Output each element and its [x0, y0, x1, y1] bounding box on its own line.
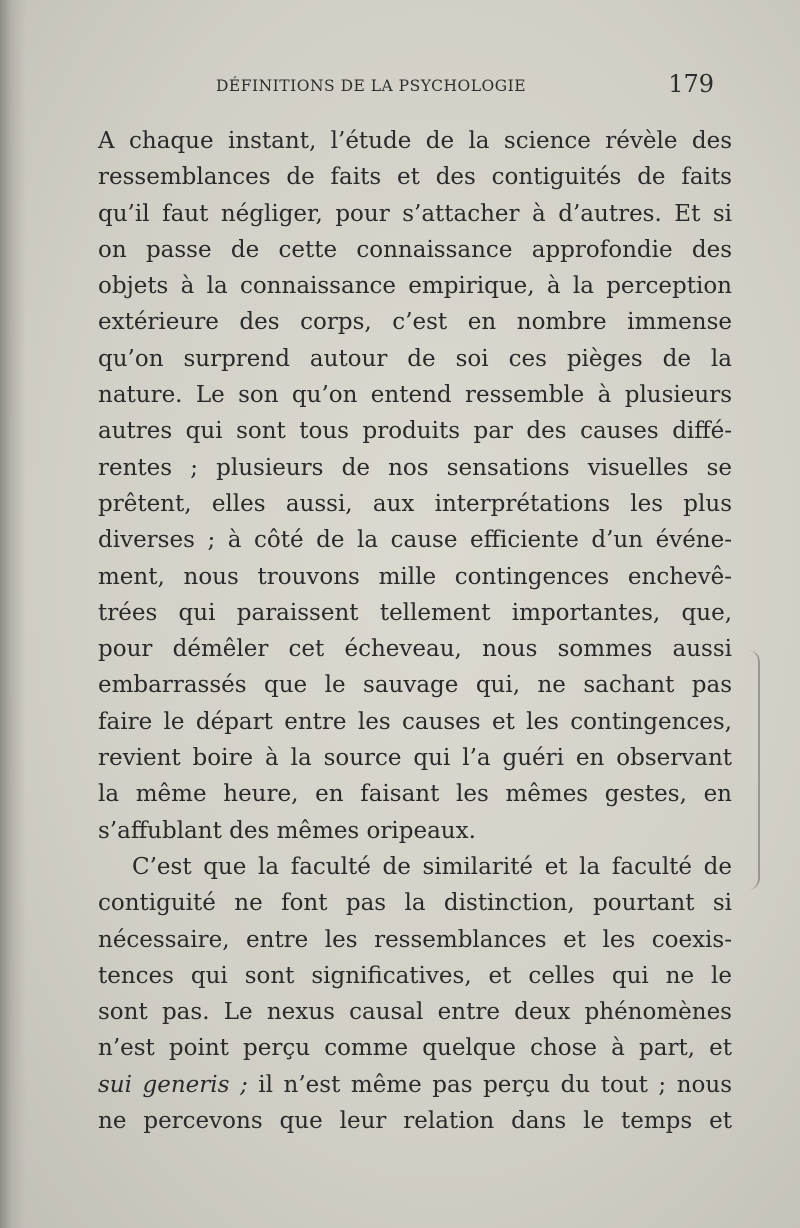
text-line: extérieure des corps, c’est en nombre immense [98, 309, 732, 336]
text-line: contiguité ne font pas la distinction, pourtant si [98, 890, 732, 917]
italic-phrase: sui generis ; [98, 1071, 248, 1098]
text-line: on passe de cette connaissance approfondie des [98, 236, 732, 263]
text-line: s’affublant des mêmes oripeaux. [98, 817, 476, 844]
text-line: tences qui sont significatives, et celles qui ne le [98, 962, 732, 989]
text-line: C’est que la faculté de similarité et la faculté de [132, 853, 732, 880]
text-line: embarrassés que le sauvage qui, ne sachant pas [98, 672, 732, 699]
text-line: faire le départ entre les causes et les contingences, [98, 708, 732, 735]
text-line: autres qui sont tous produits par des causes diffé- [98, 418, 732, 445]
text-line: qu’il faut négliger, pour s’attacher à d’autres. Et si [98, 200, 732, 227]
text-line: la même heure, en faisant les mêmes gestes, en [98, 781, 732, 808]
page-header [100, 70, 714, 104]
margin-pencil-mark [748, 650, 760, 890]
text-line: ressemblances de faits et des contiguités de faits [98, 164, 732, 191]
body-text [98, 123, 732, 1139]
text-line: prêtent, elles aussi, aux interprétations les plus [98, 490, 732, 517]
text-line: pour démêler cet écheveau, nous sommes aussi [98, 636, 732, 663]
text-line: A chaque instant, l’étude de la science révèle des [98, 128, 732, 154]
binding-shadow [0, 0, 26, 1228]
text-line: qu’on surprend autour de soi ces pièges de la [98, 345, 732, 372]
text-line: nature. Le son qu’on entend ressemble à plusieurs [98, 382, 732, 409]
page-number: 179 [668, 70, 714, 98]
text-line-with-italic [98, 1067, 732, 1103]
text-line: diverses ; à côté de la cause efficiente d’un événe- [98, 527, 732, 554]
text-line: n’est point perçu comme quelque chose à part, et [98, 1035, 732, 1062]
text-line: trées qui paraissent tellement importantes, que, [98, 599, 732, 626]
text-line: nécessaire, entre les ressemblances et les coexis- [98, 926, 732, 953]
text-line: ne percevons que leur relation dans le temps et [98, 1108, 732, 1135]
running-title: DÉFINITIONS DE LA PSYCHOLOGIE [216, 77, 527, 95]
text-line: objets à la connaissance empirique, à la perception [98, 273, 732, 300]
text-line: sont pas. Le nexus causal entre deux phénomènes [98, 999, 732, 1026]
text-line-rest: il n’est même pas perçu du tout ; nous [258, 1071, 732, 1098]
text-line: revient boire à la source qui l’a guéri en observant [98, 745, 732, 772]
text-line: rentes ; plusieurs de nos sensations visuelles se [98, 454, 732, 481]
text-line: ment, nous trouvons mille contingences enchevê- [98, 563, 732, 590]
